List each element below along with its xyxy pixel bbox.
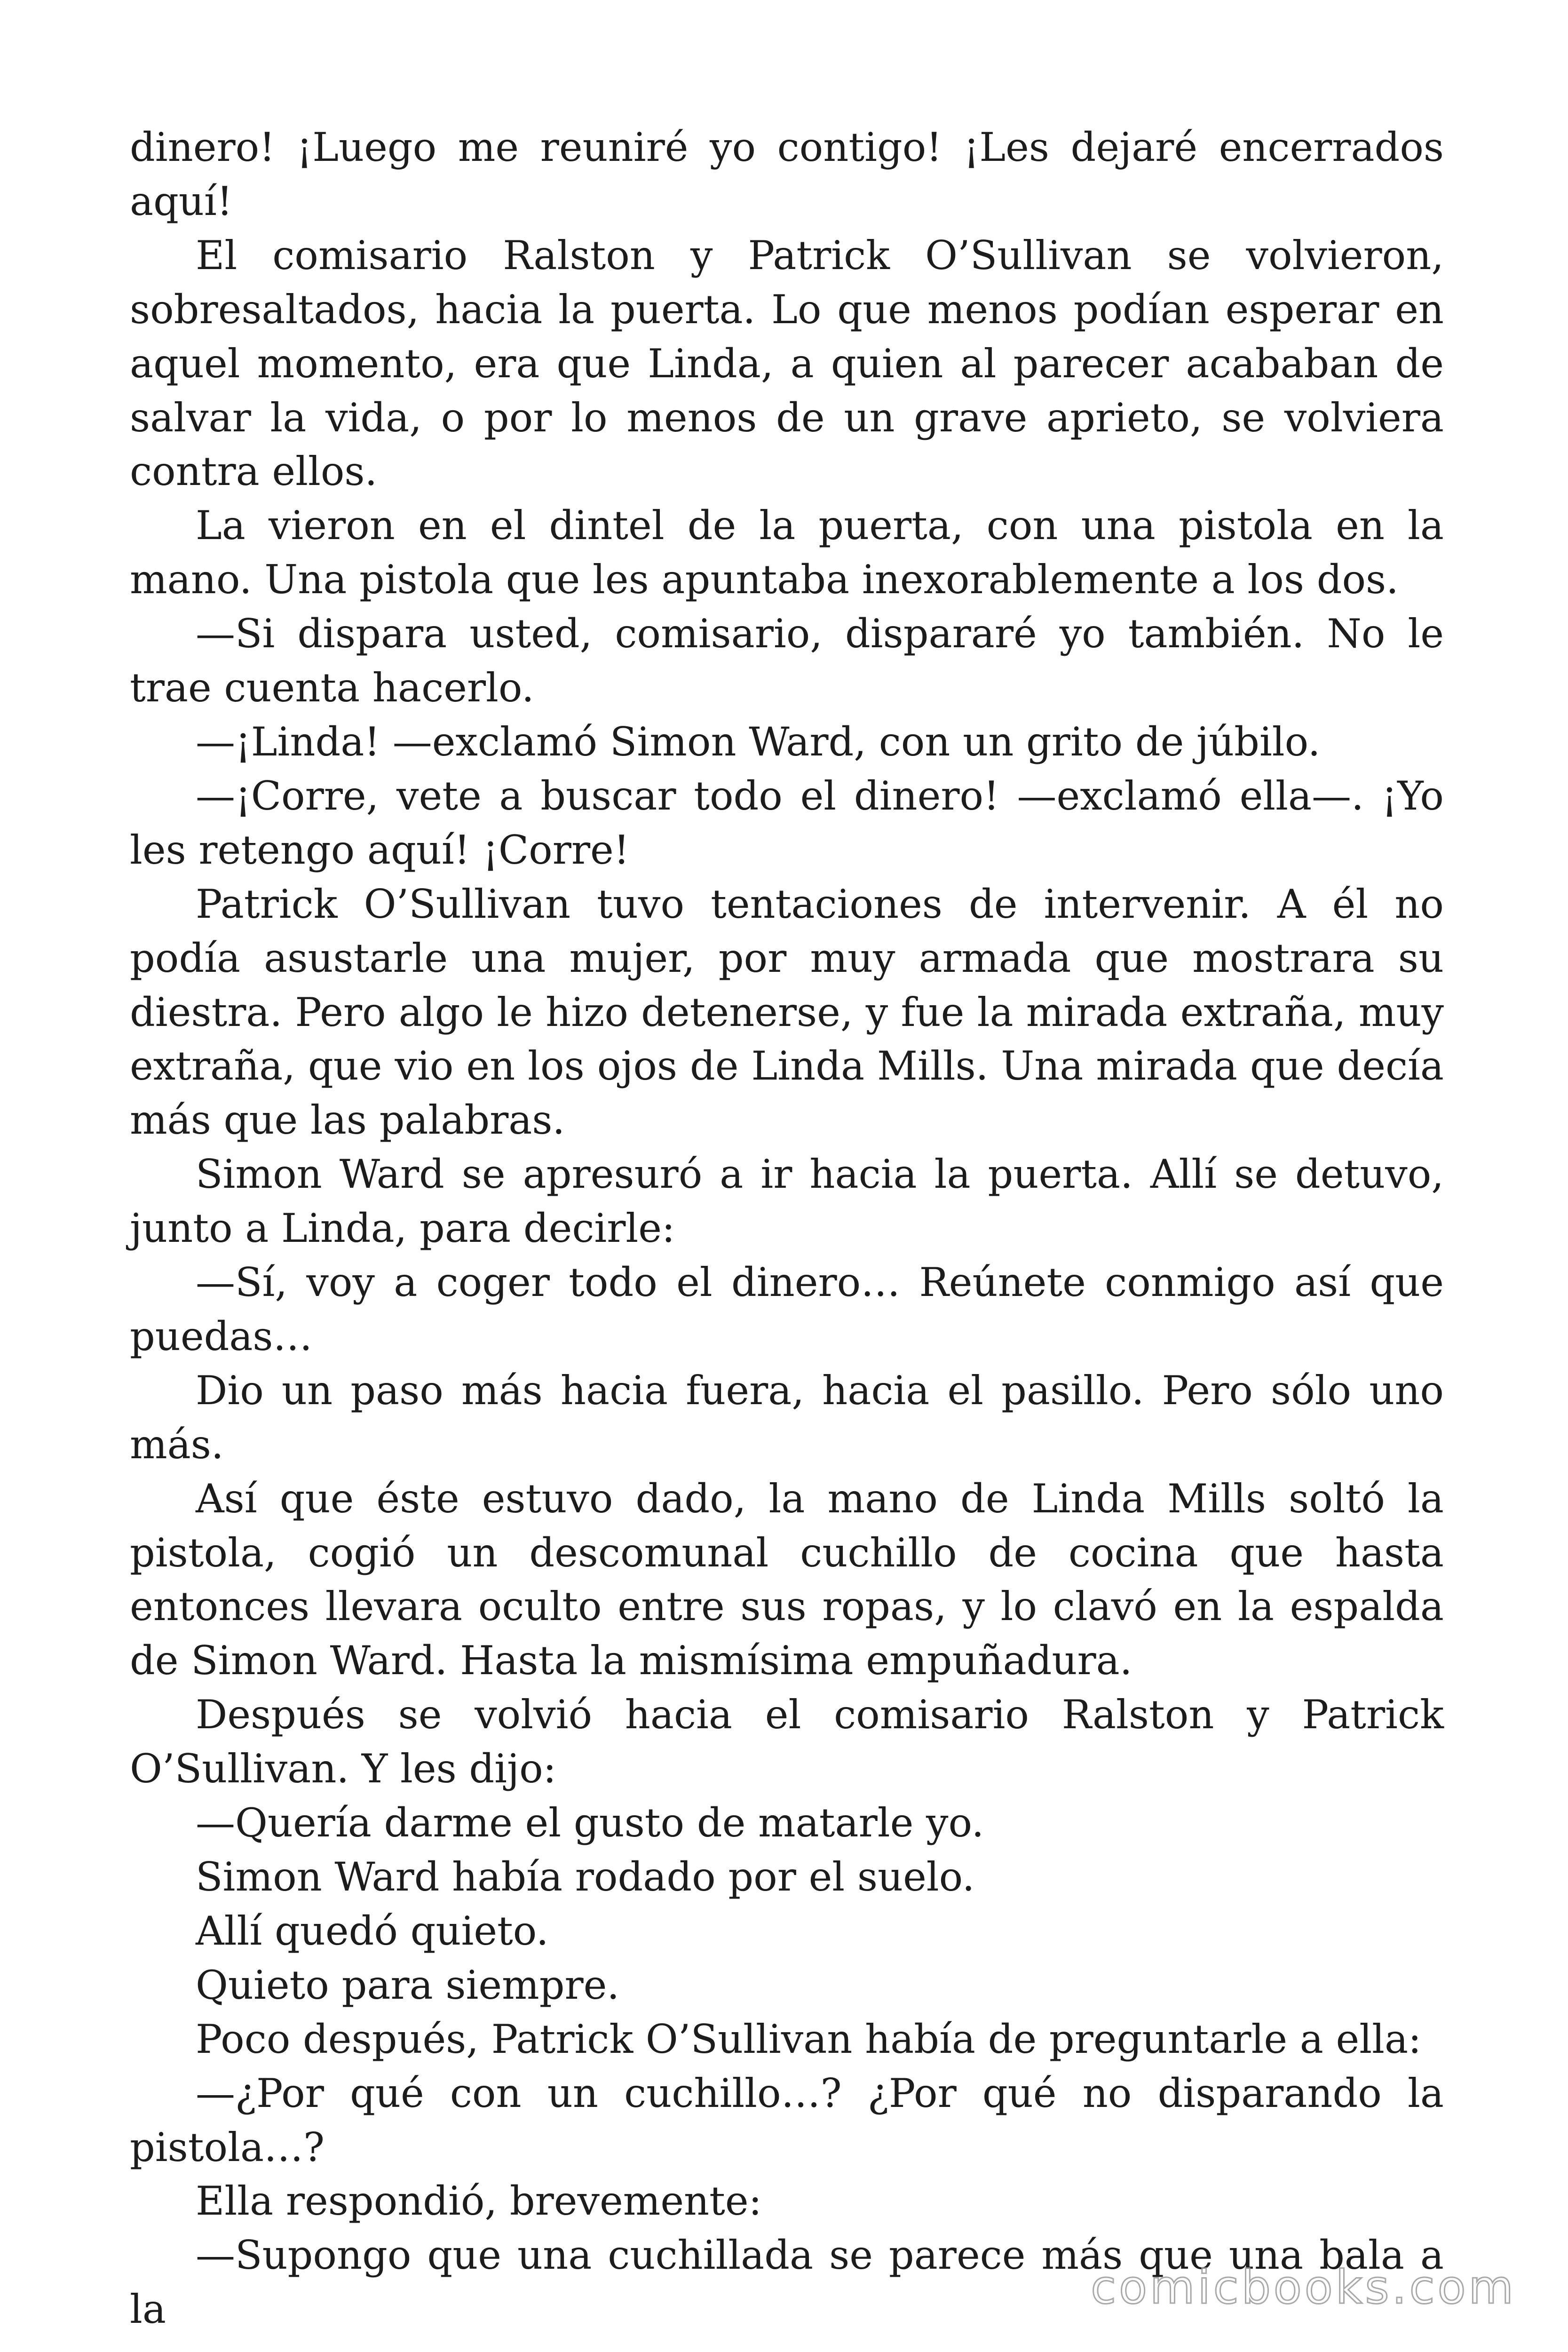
page-body-text [130, 120, 1444, 2336]
paragraph: —Sí, voy a coger todo el dinero… Reúnete conmigo así que puedas… [130, 1259, 1444, 1359]
paragraph: Quieto para siempre. [196, 1962, 620, 2008]
paragraph-continuation: dinero! ¡Luego me reuniré yo contigo! ¡Les dejaré encerrados aquí! [130, 124, 1444, 224]
paragraph: Ella respondió, brevemente: [196, 2178, 762, 2225]
paragraph: —Si dispara usted, comisario, dispararé yo también. No le trae cuenta hacerlo. [130, 611, 1444, 711]
paragraph: —Supongo que una cuchillada se parece más que una bala a la [130, 2232, 1444, 2333]
watermark: comicbooks.com [1091, 2261, 1516, 2314]
paragraph: Así que éste estuvo dado, la mano de Linda Mills soltó la pistola, cogió un descomunal cuchillo de cocina que hasta entonces llevara oculto entre sus ropas, y lo clavó en la espalda de Simon Ward. Hasta la mismísima empuñadura. [130, 1475, 1444, 1684]
paragraph: —¿Por qué con un cuchillo…? ¿Por qué no disparando la pistola…? [130, 2070, 1444, 2170]
paragraph: Simon Ward había rodado por el suelo. [196, 1854, 975, 1900]
paragraph: Patrick O’Sullivan tuvo tentaciones de intervenir. A él no podía asustarle una mujer, por muy armada que mostrara su diestra. Pero algo le hizo detenerse, y fue la mirada extraña, muy extraña, que vio en los ojos de Linda Mills. Una mirada que decía más que las palabras. [130, 881, 1444, 1144]
paragraph: Después se volvió hacia el comisario Ralston y Patrick O’Sullivan. Y les dijo: [130, 1692, 1444, 1792]
paragraph: —Quería darme el gusto de matarle yo. [196, 1800, 984, 1846]
paragraph: —¡Linda! —exclamó Simon Ward, con un grito de júbilo. [196, 718, 1321, 765]
paragraph: El comisario Ralston y Patrick O’Sullivan se volvieron, sobresaltados, hacia la puerta. Lo que menos podían esperar en aquel momento, era que Linda, a quien al parecer acababan de salvar la vida, o por lo menos de un grave aprieto, se volviera contra ellos. [130, 232, 1444, 495]
paragraph: Simon Ward se apresuró a ir hacia la puerta. Allí se detuvo, junto a Linda, para decirle: [130, 1151, 1444, 1252]
paragraph: La vieron en el dintel de la puerta, con una pistola en la mano. Una pistola que les apuntaba inexorablemente a los dos. [130, 502, 1444, 603]
paragraph: Dio un paso más hacia fuera, hacia el pasillo. Pero sólo uno más. [130, 1367, 1444, 1468]
paragraph: Allí quedó quieto. [196, 1907, 549, 1954]
paragraph: Poco después, Patrick O’Sullivan había de preguntarle a ella: [196, 2016, 1422, 2062]
paragraph: —¡Corre, vete a buscar todo el dinero! —exclamó ella—. ¡Yo les retengo aquí! ¡Corre! [130, 772, 1444, 873]
